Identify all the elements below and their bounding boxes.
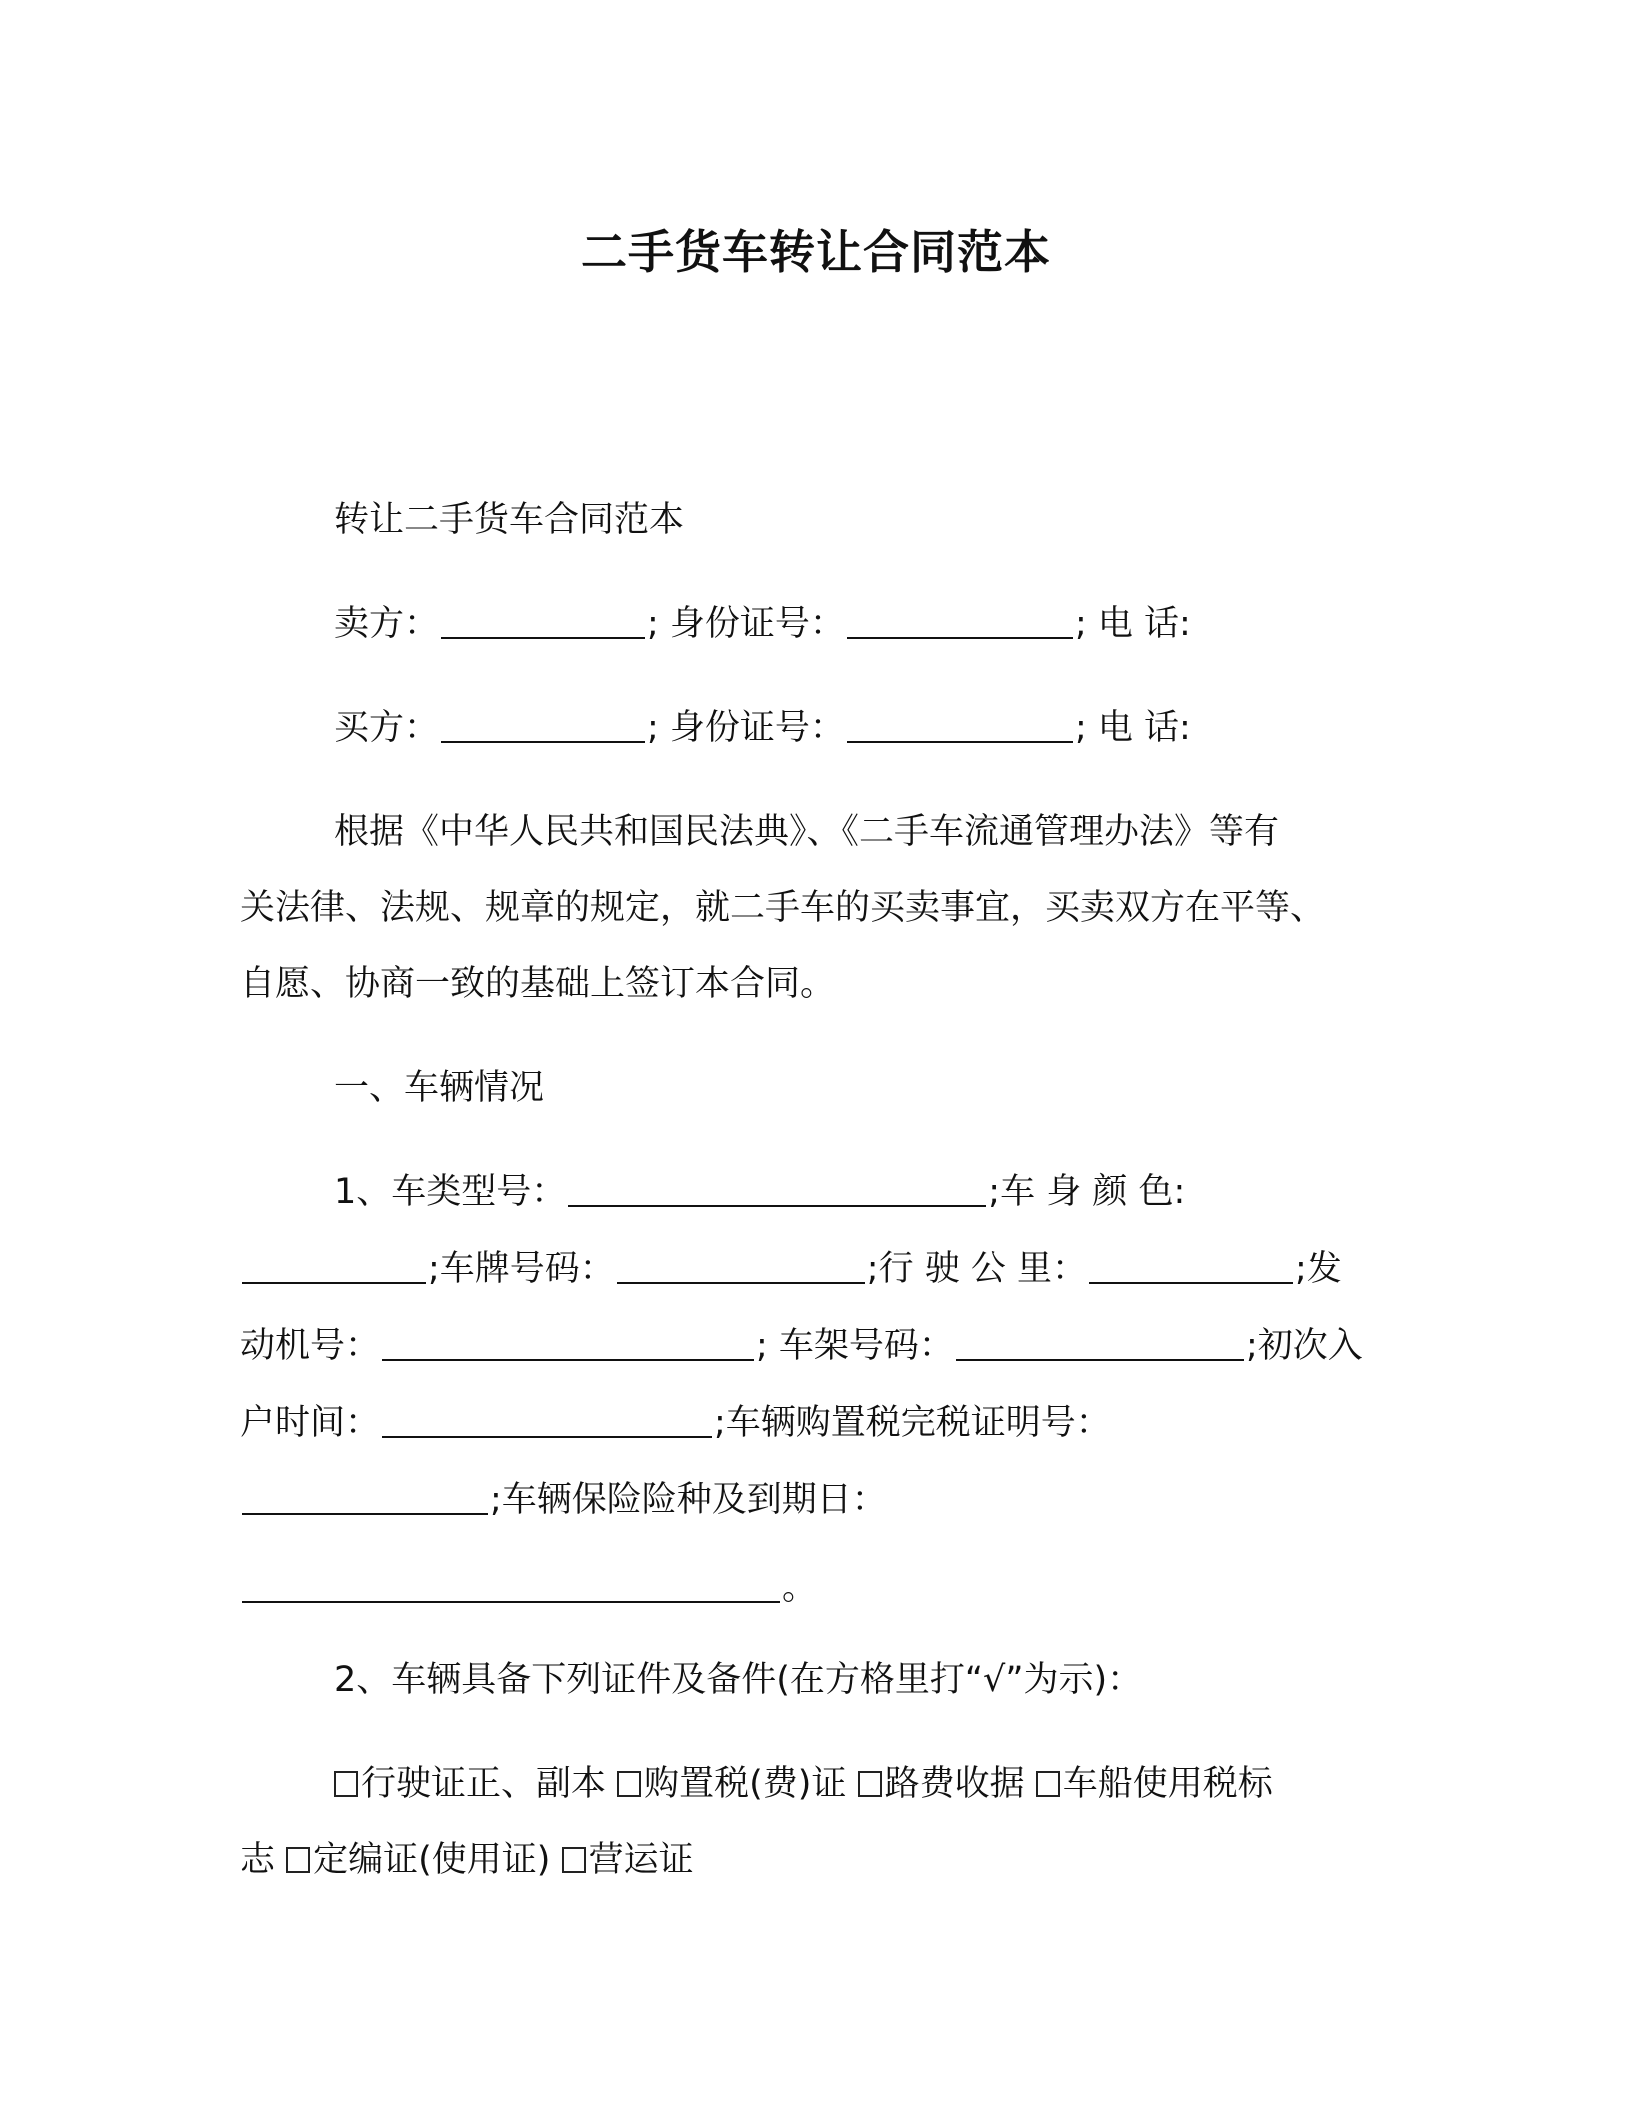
- intro-line-3: 自愿、协商一致的基础上签订本合同。: [240, 964, 836, 1004]
- purchase-tax-label: ;车辆购置税完税证明号：: [714, 1403, 1111, 1443]
- section1-heading: 一、车辆情况: [334, 1068, 545, 1108]
- option-toll-receipt: 路费收据: [884, 1764, 1025, 1804]
- item1-line-3: [240, 1322, 1363, 1370]
- vehicle-color-label: ;车 身 颜 色:: [988, 1172, 1186, 1212]
- seller-line: [334, 600, 1191, 648]
- frame-label: ; 车架号码：: [756, 1326, 954, 1366]
- first-reg-label-b: 户时间：: [240, 1403, 381, 1443]
- item1-line-5: [240, 1476, 887, 1524]
- engine-label-a: ;发: [1294, 1249, 1342, 1289]
- option-wrap-char: 志: [240, 1840, 276, 1880]
- engine-blank[interactable]: [382, 1325, 754, 1361]
- checkbox-vessel-tax-mark[interactable]: [1036, 1771, 1060, 1797]
- buyer-line: [334, 704, 1191, 752]
- mileage-label: ;行 驶 公 里：: [866, 1249, 1087, 1289]
- item1-line-6: [240, 1564, 817, 1612]
- vehicle-color-blank[interactable]: [242, 1248, 426, 1284]
- seller-phone-label: ; 电 话:: [1074, 604, 1191, 644]
- first-reg-label-a: ;初次入: [1245, 1326, 1363, 1366]
- checkbox-quota-cert[interactable]: [286, 1847, 310, 1873]
- item2-options-line-1: [334, 1760, 1273, 1808]
- option-operation-cert: 营运证: [588, 1840, 694, 1880]
- item1-line-2: [240, 1245, 1342, 1293]
- buyer-phone-label: ; 电 话:: [1074, 708, 1191, 748]
- seller-id-label: ; 身份证号：: [647, 604, 845, 644]
- seller-name-blank[interactable]: [441, 603, 645, 639]
- seller-label: 卖方：: [334, 604, 440, 644]
- engine-label-b: 动机号：: [240, 1326, 381, 1366]
- option-vessel-tax-mark: 车船使用税标: [1062, 1764, 1273, 1804]
- buyer-id-blank[interactable]: [847, 707, 1073, 743]
- purchase-tax-blank[interactable]: [242, 1479, 488, 1515]
- option-driving-license: 行驶证正、副本: [361, 1764, 607, 1804]
- checkbox-toll-receipt[interactable]: [858, 1771, 882, 1797]
- buyer-id-label: ; 身份证号：: [647, 708, 845, 748]
- checkbox-operation-cert[interactable]: [562, 1847, 586, 1873]
- vehicle-type-blank[interactable]: [568, 1171, 986, 1207]
- item1-end: 。: [782, 1568, 818, 1608]
- plate-label: ;车牌号码：: [428, 1249, 615, 1289]
- document-subtitle: 转让二手货车合同范本: [334, 500, 685, 540]
- frame-blank[interactable]: [956, 1325, 1244, 1361]
- insurance-label: ;车辆保险险种及到期日：: [490, 1480, 887, 1520]
- buyer-label: 买方：: [334, 708, 440, 748]
- option-purchase-tax-cert: 购置税(费)证: [644, 1764, 847, 1804]
- document-title: 二手货车转让合同范本: [581, 225, 1051, 279]
- item1-line-4: [240, 1399, 1111, 1447]
- intro-line-2: 关法律、法规、规章的规定，就二手车的买卖事宜，买卖双方在平等、: [240, 888, 1326, 928]
- item2-options-line-2: [240, 1836, 694, 1884]
- first-reg-blank[interactable]: [382, 1402, 712, 1438]
- checkbox-driving-license[interactable]: [334, 1771, 358, 1797]
- plate-blank[interactable]: [617, 1248, 865, 1284]
- item1-line-1: [334, 1168, 1185, 1216]
- intro-line-1: 根据《中华人民共和国民法典》、《二手车流通管理办法》等有: [334, 812, 1280, 852]
- checkbox-purchase-tax-cert[interactable]: [617, 1771, 641, 1797]
- seller-id-blank[interactable]: [847, 603, 1073, 639]
- buyer-name-blank[interactable]: [441, 707, 645, 743]
- option-quota-cert: 定编证(使用证): [313, 1840, 551, 1880]
- mileage-blank[interactable]: [1089, 1248, 1293, 1284]
- vehicle-type-label: 1、车类型号：: [334, 1172, 567, 1212]
- item2-heading: 2、车辆具备下列证件及备件(在方格里打“√”为示)：: [334, 1660, 1143, 1700]
- insurance-blank[interactable]: [242, 1567, 780, 1603]
